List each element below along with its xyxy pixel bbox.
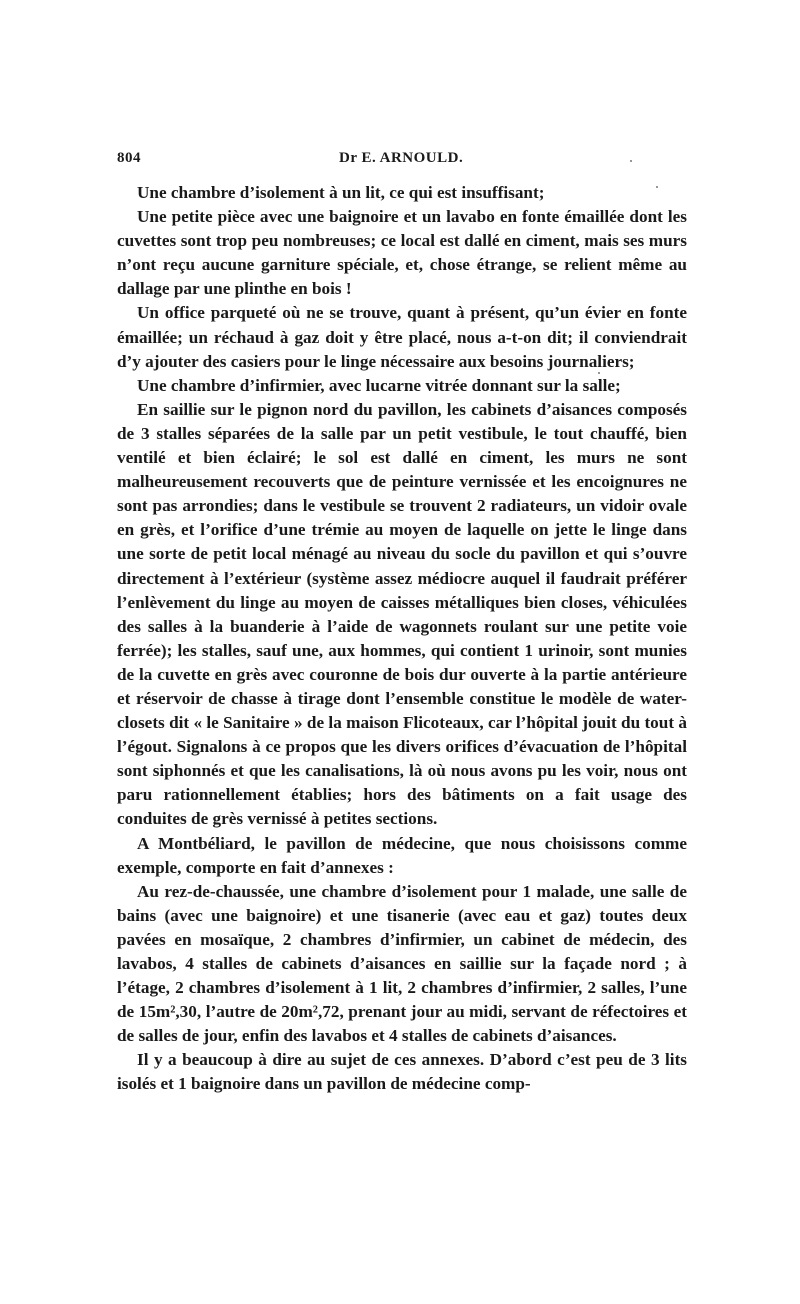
paragraph: Une chambre d’isolement à un lit, ce qui est insuffisant;	[137, 183, 545, 202]
print-speck	[598, 372, 600, 374]
print-speck	[656, 186, 658, 188]
paragraph: Un office parqueté où ne se trouve, quant à présent, qu’un évier en fonte émaillée; un réchaud à gaz doit y être placé, nous a-t-on dit; il conviendrait d’y ajouter des casiers pour le linge nécessaire aux besoins journaliers;	[117, 303, 687, 371]
page-header	[117, 150, 687, 174]
paragraph: Une petite pièce avec une baignoire et un lavabo en fonte émaillée dont les cuvettes sont trop peu nombreuses; ce local est dallé en ciment, mais ses murs n’ont reçu aucune garniture spéciale, et, chose étrange, se relient même au dallage par une plinthe en bois !	[117, 207, 687, 299]
paragraph: Au rez-de-chaussée, une chambre d’isolement pour 1 malade, une salle de bains (avec une baignoire) et une tisanerie (avec eau et gaz) toutes deux pavées en mosaïque, 2 chambres d’infirmier, un cabinet de médecin, des lavabos, 4 stalles de cabinets d’aisances en saillie sur la façade nord ; à l’étage, 2 chambres d’isolement à 1 lit, 2 chambres d’infirmier, 2 salles, l’une de 15m²,30, l’autre de 20m²,72, prenant jour au midi, servant de réfectoires et de salles de jour, enfin des lavabos et 4 stalles de cabinets d’aisances.	[117, 881, 687, 1046]
paragraph: Une chambre d’infirmier, avec lucarne vitrée donnant sur la salle;	[137, 375, 621, 395]
paragraph: A Montbéliard, le pavillon de médecine, que nous choisissons comme exemple, comporte en fait d’annexes :	[117, 833, 687, 877]
body-text	[117, 181, 687, 1097]
paragraph: En saillie sur le pignon nord du pavillon, les cabinets d’aisances composés de 3 stalles séparées de la salle par un petit vestibule, le tout chauffé, bien ventilé et bien éclairé; le sol est dallé en ciment, les murs ne sont malheureusement recouverts que de peinture vernissée et les encoignures ne sont pas arrondies; dans le vestibule se trouvent 2 radiateurs, un vidoir ovale en grès, et l’orifice d’une trémie au moyen de laquelle on jette le linge dans une sorte de petit local ménagé au niveau du socle du pavillon et qui s’ouvre directement à l’extérieur (système assez médiocre auquel il faudrait préférer l’enlèvement du linge au moyen de caisses métalliques bien closes, véhiculées des salles à la buanderie à l’aide de wagonnets roulant sur une petite voie ferrée); les stalles, sauf une, aux hommes, qui contient 1 urinoir, sont munies de la cuvette en grès avec couronne de bois dur ouverte à la partie antérieure et réservoir de chasse à tirage dont l’ensemble constitue le modèle de water-closets dit « le Sanitaire » de la maison Flicoteaux, car l’hôpital jouit du tout à l’égout. Signalons à ce propos que les divers orifices d’évacuation de l’hôpital sont siphonnés et que les canalisations, là où nous avons pu les voir, nous ont paru rationnellement établies; hors des bâtiments on a fait usage des conduites de grès vernissé à petites sections.	[117, 399, 687, 829]
page-number: 804	[117, 150, 141, 166]
running-head: Dr E. ARNOULD.	[339, 150, 464, 166]
paragraph: Il y a beaucoup à dire au sujet de ces annexes. D’abord c’est peu de 3 lits isolés et 1 baignoire dans un pavillon de médecine comp-	[117, 1050, 687, 1094]
print-speck	[630, 160, 632, 162]
